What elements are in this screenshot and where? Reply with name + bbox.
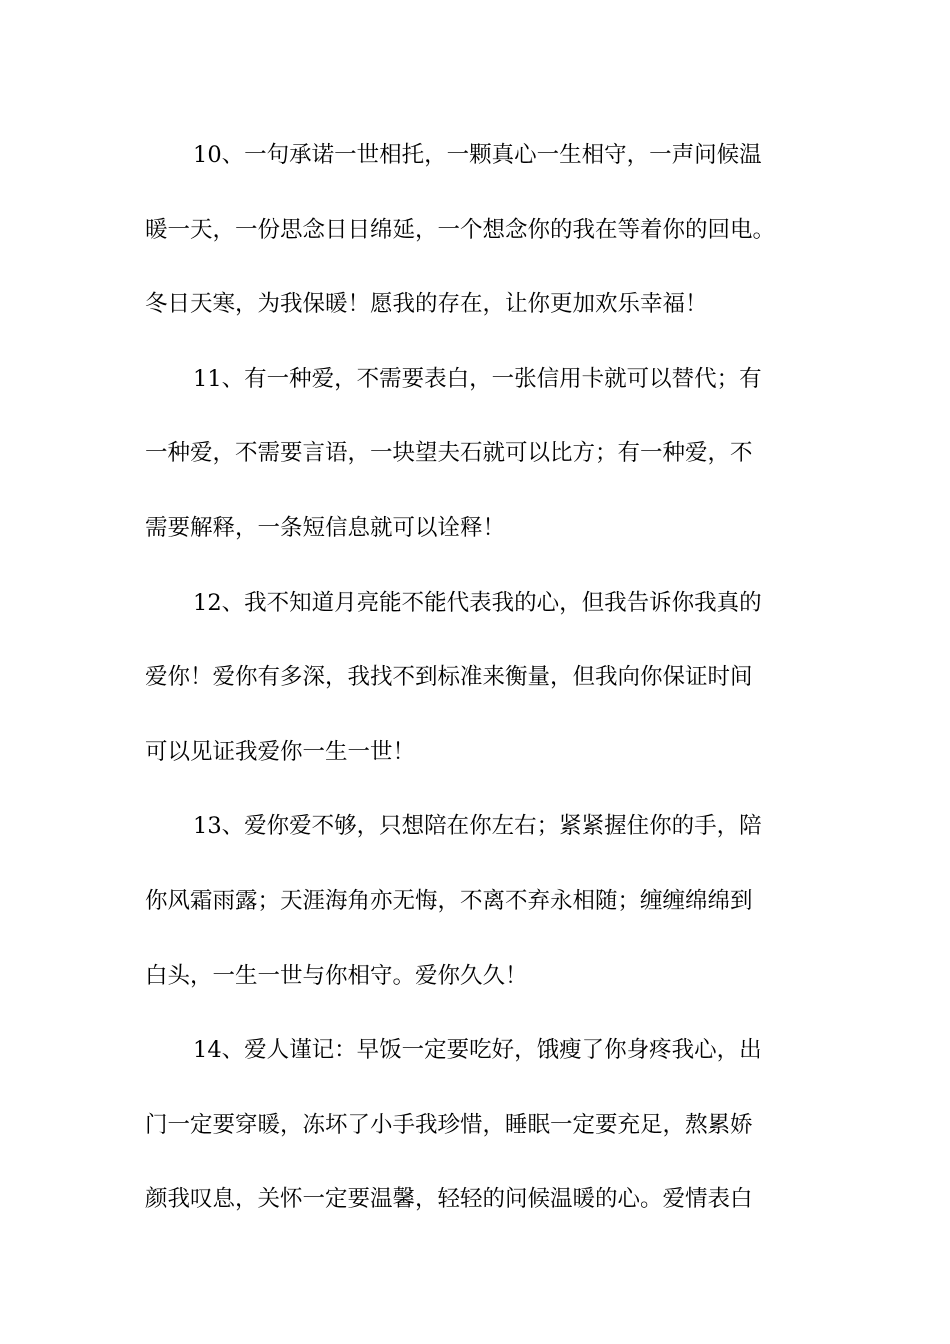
paragraph-line: 你风霜雨露；天涯海角亦无悔，不离不弃永相随；缠缠绵绵到 [145, 887, 753, 914]
paragraph-line: 颜我叹息，关怀一定要温馨，轻轻的问候温暖的心。爱情表白 [145, 1186, 753, 1213]
paragraph-line: 12、我不知道月亮能不能代表我的心，但我告诉你我真的 [193, 589, 762, 616]
paragraph-14 [145, 1013, 810, 1237]
document-body [145, 118, 810, 1237]
paragraph-line: 11、有一种爱，不需要表白，一张信用卡就可以替代；有 [193, 365, 762, 392]
paragraph-line: 爱你！爱你有多深，我找不到标准来衡量，但我向你保证时间 [145, 664, 753, 691]
paragraph-line: 冬日天寒，为我保暖！愿我的存在，让你更加欢乐幸福！ [145, 291, 708, 318]
paragraph-line: 一种爱，不需要言语，一块望夫石就可以比方；有一种爱，不 [145, 440, 753, 467]
paragraph-line: 门一定要穿暖，冻坏了小手我珍惜，睡眠一定要充足，熬累娇 [145, 1111, 753, 1138]
paragraph-line: 需要解释，一条短信息就可以诠释！ [145, 514, 506, 541]
paragraph-line: 13、爱你爱不够，只想陪在你左右；紧紧握住你的手，陪 [193, 813, 762, 840]
paragraph-10 [145, 118, 810, 342]
paragraph-line: 14、爱人谨记：早饭一定要吃好，饿瘦了你身疼我心，出 [193, 1037, 762, 1064]
paragraph-line: 可以见证我爱你一生一世！ [145, 738, 416, 765]
paragraph-12 [145, 566, 810, 790]
paragraph-13 [145, 789, 810, 1013]
paragraph-11 [145, 342, 810, 566]
paragraph-line: 10、一句承诺一世相托，一颗真心一生相守，一声问候温 [193, 142, 762, 168]
paragraph-line: 暖一天，一份思念日日绵延，一个想念你的我在等着你的回电。 [145, 216, 776, 243]
paragraph-line: 白头，一生一世与你相守。爱你久久！ [145, 962, 528, 989]
